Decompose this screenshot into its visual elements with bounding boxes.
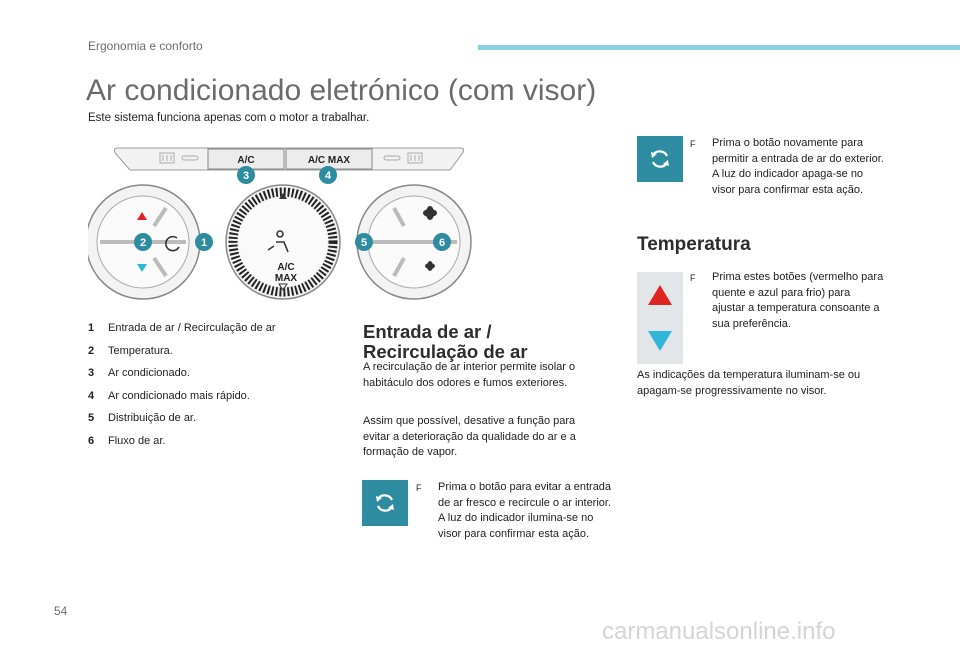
legend-item: 4 Ar condicionado mais rápido. xyxy=(88,389,250,402)
entrada-paragraph-2: Assim que possível, desative a função para evitar a deterioração da qualidade do ar e a formação de vapor. xyxy=(363,415,576,458)
header-accent-bar xyxy=(478,45,960,50)
entrada-step-2: F Prima o botão novamente para permitir a entrada de ar do exterior. A luz do indicador apaga-se no visor para confirmar esta ação. xyxy=(690,136,886,198)
svg-text:4: 4 xyxy=(324,170,332,182)
legend-list xyxy=(88,322,338,458)
section-label: Ergonomia e conforto xyxy=(88,39,203,53)
step-bullet: F xyxy=(690,139,696,149)
ac-max-button-label: A/C MAX xyxy=(307,155,351,166)
dial-label-ac: A/C xyxy=(277,262,295,273)
svg-text:5: 5 xyxy=(360,237,368,249)
recirculation-icon xyxy=(648,147,672,171)
legend-item: 5 Distribuição de ar. xyxy=(88,412,197,425)
step-bullet: F xyxy=(690,273,696,283)
legend-item: 6 Fluxo de ar. xyxy=(88,434,166,447)
legend-item: 1 Entrada de ar / Recirculação de ar xyxy=(88,322,276,334)
temperature-up-tile xyxy=(637,272,683,318)
callout-6 xyxy=(433,233,451,251)
callout-2 xyxy=(134,233,152,251)
ac-button-label: A/C xyxy=(237,155,255,166)
recirculation-icon xyxy=(373,491,397,515)
right-dial xyxy=(357,185,471,299)
page-title: Ar condicionado eletrónico (com visor) xyxy=(86,74,597,107)
entrada-step-1: F Prima o botão para evitar a entrada de ar fresco e recircule o ar interior. A luz do indicador ilumina-se no visor para confirmar esta ação. xyxy=(416,480,612,542)
watermark: carmanualsonline.info xyxy=(602,618,836,645)
legend-item: 2 Temperatura. xyxy=(88,344,173,357)
temperature-down-tile xyxy=(637,318,683,364)
temperatura-heading: Temperatura xyxy=(637,234,751,255)
temperatura-step: F Prima estes botões (vermelho para quente e azul para frio) para ajustar a temperatura consoante a sua preferência. xyxy=(690,270,886,332)
page-number: 54 xyxy=(54,604,68,618)
callout-3 xyxy=(237,166,255,184)
control-panel-diagram xyxy=(88,138,478,308)
svg-text:1: 1 xyxy=(200,237,208,249)
temperatura-paragraph: As indicações da temperatura iluminam-se ou apagam-se progressivamente no visor. xyxy=(637,369,861,397)
svg-text:2: 2 xyxy=(139,237,147,249)
step-bullet: F xyxy=(416,483,422,493)
entrada-heading: Entrada de ar / Recirculação de ar xyxy=(363,321,528,362)
up-triangle-icon xyxy=(647,284,673,306)
entrada-paragraph-1: A recirculação de ar interior permite isolar o habitáculo dos odores e fumos exteriores. xyxy=(363,361,576,389)
recirculation-button-tile xyxy=(637,136,683,182)
callout-4 xyxy=(319,166,337,184)
dial-label-max: MAX xyxy=(274,273,298,284)
callout-5 xyxy=(355,233,373,251)
intro-text: Este sistema funciona apenas com o motor a trabalhar. xyxy=(88,112,370,124)
middle-dial xyxy=(226,185,340,299)
callout-1 xyxy=(195,233,213,251)
legend-item: 3 Ar condicionado. xyxy=(88,367,190,380)
svg-text:6: 6 xyxy=(438,237,446,249)
recirculation-button-tile xyxy=(362,480,408,526)
svg-text:3: 3 xyxy=(242,170,250,182)
down-triangle-icon xyxy=(647,330,673,352)
